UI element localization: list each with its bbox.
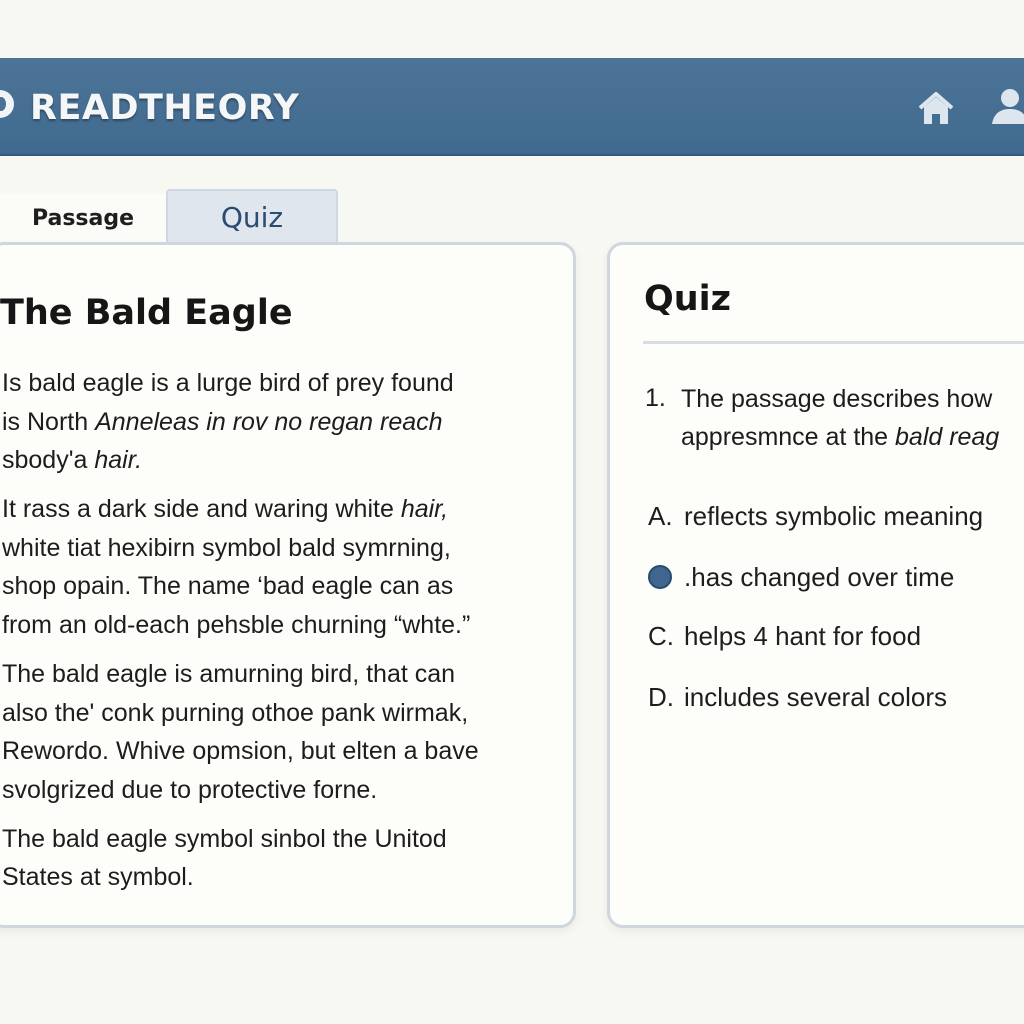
option-text: helps 4 hant for food: [684, 621, 922, 651]
selected-radio-icon[interactable]: [648, 565, 672, 589]
passage-line: also the' conk purning othoe pank wirmak,: [2, 698, 469, 727]
tab-passage[interactable]: Passage: [0, 194, 166, 246]
passage-line: is North Anneleas in rov no regan reach: [2, 407, 443, 436]
option-text: reflects symbolic meaning: [684, 501, 984, 531]
passage-paragraph: [2, 655, 557, 810]
answer-option-b[interactable]: [648, 557, 1024, 597]
answer-option-c[interactable]: [648, 616, 1024, 656]
passage-line: It rass a dark side and waring white hair,: [2, 495, 449, 524]
passage-line: shop opain. The name ‘bad eagle can as: [2, 572, 454, 601]
home-icon: [916, 90, 956, 128]
brand-logo-text[interactable]: READTHEORY: [30, 88, 300, 128]
passage-line: Is bald eagle is a lurge bird of prey found: [2, 369, 454, 397]
passage-paragraph: [2, 820, 557, 897]
user-icon: [990, 86, 1024, 128]
option-letter: C.: [648, 621, 674, 651]
passage-line: from an old-each pehsble churning “whte.”: [2, 611, 471, 640]
tab-quiz[interactable]: Quiz: [166, 189, 338, 245]
passage-line: Rewordo. Whive opmsion, but elten a bave: [2, 737, 479, 766]
answer-option-d[interactable]: [648, 677, 1024, 717]
question-number: 1.: [645, 384, 666, 412]
passage-line: The bald eagle is amurning bird, that can: [2, 659, 456, 688]
passage-body: [2, 364, 557, 907]
option-text: includes several colors: [684, 682, 948, 712]
passage-paragraph: [2, 490, 557, 645]
option-letter: A.: [648, 501, 673, 531]
passage-line: sbody'a hair.: [2, 446, 143, 475]
passage-line: The bald eagle symbol sinbol the Unitod: [2, 824, 447, 853]
profile-button[interactable]: [990, 86, 1024, 128]
passage-line: States at symbol.: [2, 863, 194, 892]
answer-option-a[interactable]: [648, 496, 1024, 536]
passage-line: svolgrized due to protective forne.: [2, 775, 378, 804]
passage-paragraph: [2, 364, 557, 480]
option-text: has changed over time: [691, 562, 955, 592]
quiz-divider: [643, 341, 1024, 344]
quiz-title: Quiz: [644, 279, 732, 319]
option-letter: D.: [648, 682, 674, 712]
question-text: [681, 380, 1024, 456]
home-button[interactable]: [916, 90, 956, 128]
question-line: The passage describes how: [681, 385, 993, 413]
question-line: appresmnce at the bald reag: [681, 423, 1000, 451]
option-letter: .: [684, 562, 692, 592]
passage-title: The Bald Eagle: [0, 293, 293, 333]
passage-line: white tiat hexibirn symbol bald symrning,: [2, 533, 451, 562]
